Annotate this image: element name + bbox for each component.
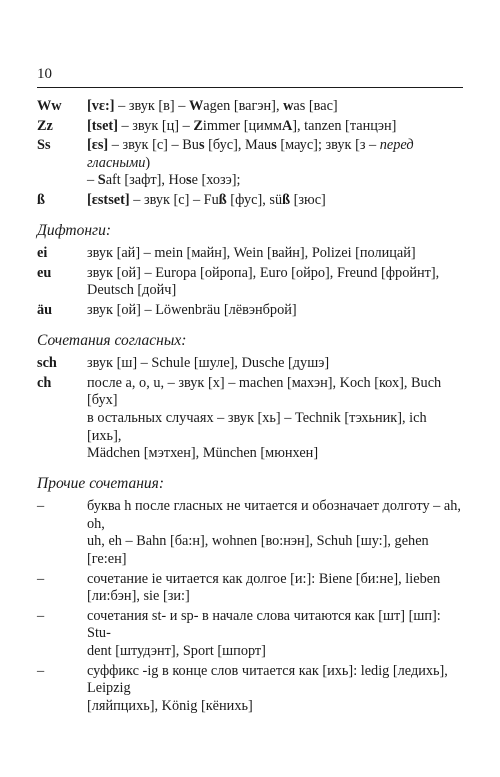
diphthong-text: звук [ой] – Europa [ойропа], Euro [ойро], Freund [фройнт], Deutsch [дойч] bbox=[87, 264, 440, 299]
letter-description: [ɛs] – звук [с] – Bus [бус], Maus [маус]; звук [з – перед гласными) – Saft [зафт], Hose [хозэ]; bbox=[87, 137, 414, 189]
letter-entry-ww bbox=[37, 98, 463, 116]
rule-item bbox=[37, 663, 463, 716]
diphthong-entry bbox=[37, 245, 463, 263]
section-heading-consonants: Сочетания согласных: bbox=[37, 331, 187, 349]
consonant-text: звук [ш] – Schule [шуле], Dusche [душэ] bbox=[87, 355, 330, 372]
rule-text: суффикс -ig в конце слов читается как [ихь]: ledig [ледихь], Leipzig [ляйпцихь], König [кёнихь] bbox=[87, 662, 448, 714]
rule-item bbox=[37, 608, 463, 661]
section-heading-diphthongs: Дифтонги: bbox=[37, 221, 112, 239]
letter-key: Ss bbox=[37, 137, 51, 154]
diphthong-key: eu bbox=[37, 264, 52, 281]
letter-key: Zz bbox=[37, 117, 53, 134]
letter-description: [ɛstset] – звук [с] – Fuß [фус], süß [зюс] bbox=[87, 191, 326, 208]
header-rule bbox=[37, 87, 463, 88]
rule-bullet: – bbox=[37, 662, 45, 679]
rule-text: сочетания st- и sp- в начале слова читаются как [шт] [шп]: Stu- dent [штудэнт], Sport [шпорт] bbox=[87, 607, 441, 660]
rule-item bbox=[37, 498, 463, 568]
letter-entry-ss bbox=[37, 137, 463, 190]
letter-key: Ww bbox=[37, 98, 62, 114]
rule-text: буква h после гласных не читается и обозначает долготу – ah, oh, uh, eh – Bahn [ба:н], wohnen [во:нэн], Schuh [шу:], gehen [ге:ен] bbox=[87, 498, 461, 568]
diphthong-entry bbox=[37, 302, 463, 320]
consonant-key: sch bbox=[37, 355, 57, 372]
consonant-entry bbox=[37, 355, 463, 373]
rule-bullet: – bbox=[37, 570, 45, 587]
diphthong-text: звук [ой] – Löwenbräu [лёвэнброй] bbox=[87, 301, 297, 318]
diphthong-key: äu bbox=[37, 301, 53, 318]
letter-entry-zz bbox=[37, 118, 463, 136]
rule-text: сочетание ie читается как долгое [и:]: Biene [би:не], lieben [ли:бэн], sie [зи:] bbox=[87, 570, 441, 605]
diphthong-entry bbox=[37, 265, 463, 300]
page-content bbox=[37, 98, 463, 717]
letter-description: [tset] – звук [ц] – Zimmer [циммА], tanzen [танцэн] bbox=[87, 117, 397, 134]
consonant-key: ch bbox=[37, 374, 52, 391]
section-heading-other: Прочие сочетания: bbox=[37, 474, 165, 492]
rule-item bbox=[37, 571, 463, 606]
consonant-entry bbox=[37, 375, 463, 463]
page-number: 10 bbox=[37, 66, 52, 82]
letter-description: [vɛ:] – звук [в] – Wagen [вагэн], was [вас] bbox=[87, 98, 338, 114]
letter-key: ß bbox=[37, 191, 45, 208]
rule-bullet: – bbox=[37, 607, 45, 624]
diphthong-text: звук [ай] – mein [майн], Wein [вайн], Polizei [полицай] bbox=[87, 245, 416, 262]
letter-entry-eszett bbox=[37, 192, 463, 210]
rule-bullet: – bbox=[37, 498, 45, 515]
consonant-text: после a, o, u, – звук [х] – machen [махэн], Koch [кох], Buch [бух] в остальных случаях – звук [хь] – Technik [тэхьник], ich [ихь], Mädchen [мэтхен], München [мюнхен] bbox=[87, 374, 442, 462]
diphthong-key: ei bbox=[37, 245, 48, 262]
